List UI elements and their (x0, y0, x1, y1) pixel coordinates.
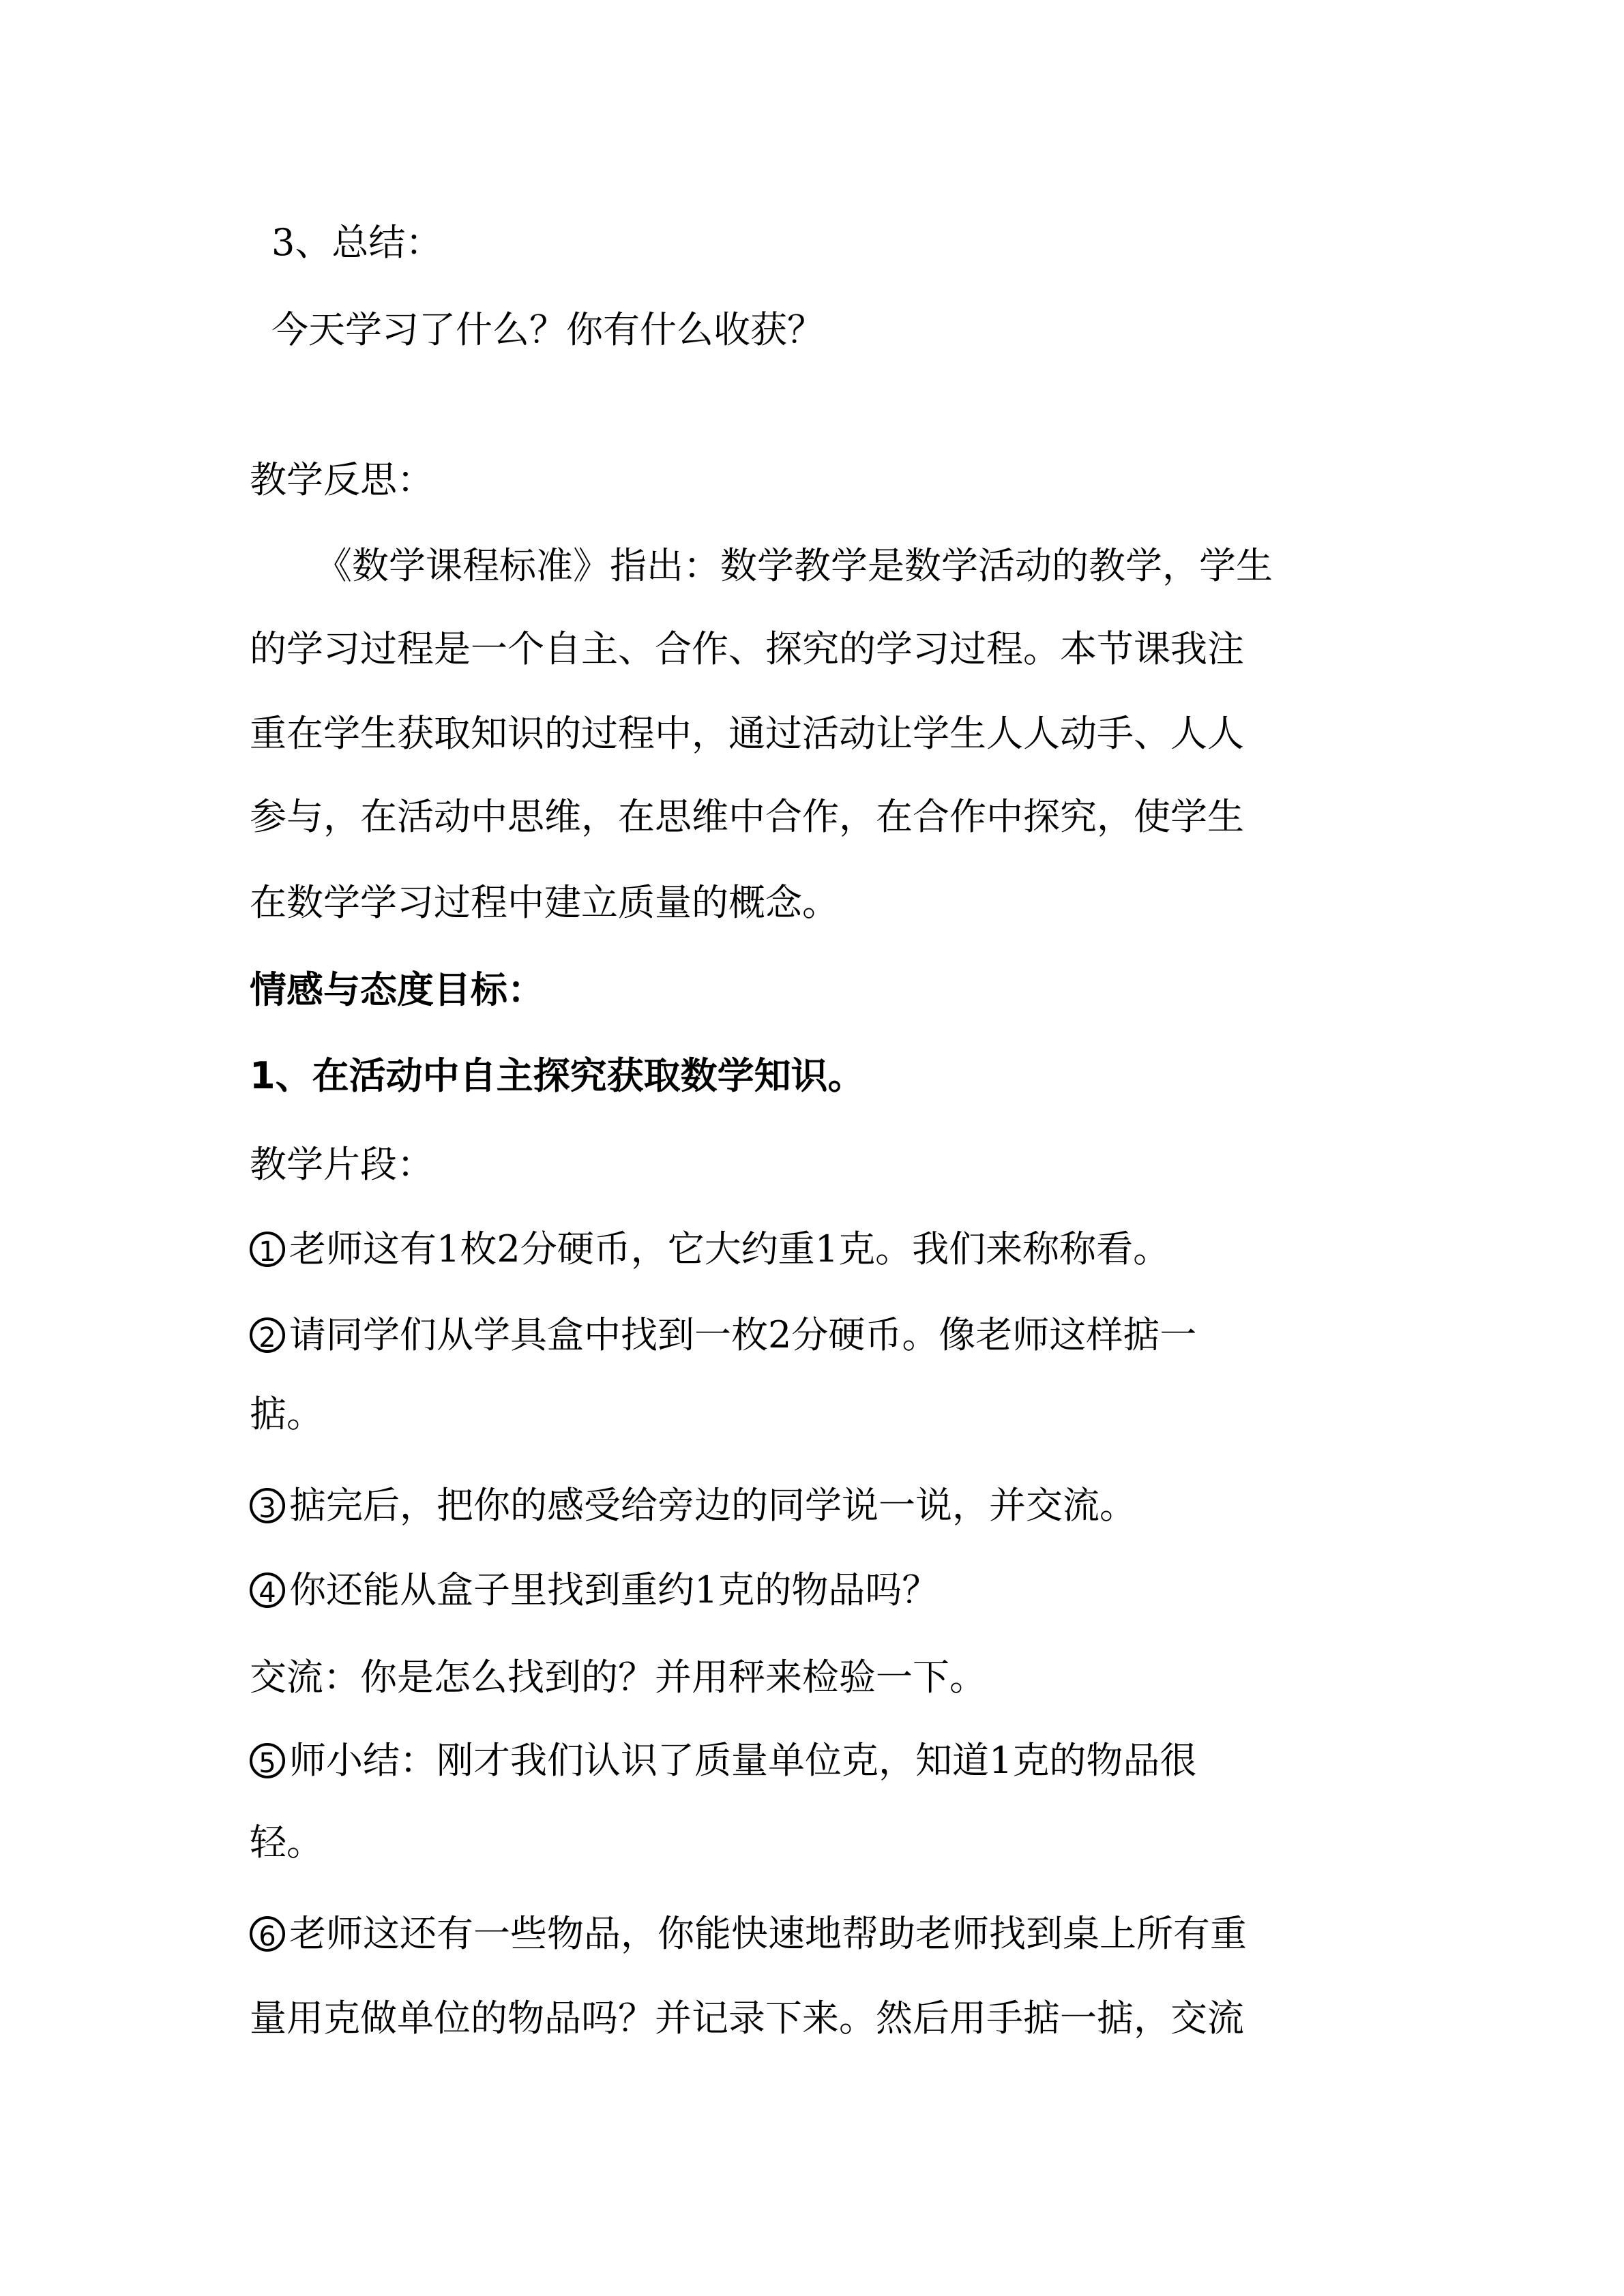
reflection-line-4: 参与，在活动中思维，在思维中合作，在合作中探究，使学生 (250, 795, 1244, 838)
reflection-line-3: 重在学生获取知识的过程中，通过活动让学生人人动手、人人 (250, 712, 1244, 755)
step-2 (250, 1308, 1196, 1362)
step-5-continuation: 轻。 (250, 1821, 323, 1864)
summary-question: 今天学习了什么？你有什么收获？ (271, 308, 824, 351)
reflection-heading: 教学反思： (250, 458, 434, 501)
step-3 (250, 1478, 1136, 1533)
reflection-line-5: 在数学学习过程中建立质量的概念。 (250, 881, 839, 924)
step-5 (250, 1733, 1196, 1788)
circled-number: 1 (250, 1232, 285, 1267)
step-text: 你还能从盒子里找到重约1克的物品吗？ (289, 1568, 939, 1611)
fragment-heading: 教学片段： (250, 1143, 434, 1186)
step-4 (250, 1563, 939, 1617)
circled-number: 5 (250, 1743, 285, 1778)
goals-heading: 情感与态度目标： (250, 968, 544, 1011)
step-2-continuation: 掂。 (250, 1392, 323, 1435)
step-text: 请同学们从学具盒中找到一枚2分硬币。像老师这样掂一 (289, 1313, 1197, 1356)
summary-heading: 3、总结： (271, 221, 443, 264)
step-6-continuation: 量用克做单位的物品吗？并记录下来。然后用手掂一掂，交流 (250, 1997, 1244, 2040)
step-6 (250, 1907, 1247, 1961)
circled-number: 6 (250, 1916, 285, 1952)
goals-item-1: 1、在活动中自主探究获取数学知识。 (250, 1054, 865, 1097)
exchange-line: 交流：你是怎么找到的？并用秤来检验一下。 (250, 1656, 986, 1699)
circled-number: 2 (250, 1317, 285, 1353)
step-text: 师小结：刚才我们认识了质量单位克，知道1克的物品很 (289, 1739, 1197, 1782)
circled-number: 4 (250, 1572, 285, 1608)
step-text: 老师这有1枚2分硬币，它大约重1克。我们来称称看。 (289, 1227, 1170, 1270)
step-text: 老师这还有一些物品，你能快速地帮助老师找到桌上所有重 (289, 1912, 1247, 1955)
reflection-line-1: 《数学课程标准》指出：数学教学是数学活动的教学，学生 (315, 544, 1273, 587)
step-1 (250, 1222, 1170, 1277)
step-text: 掂完后，把你的感受给旁边的同学说一说，并交流。 (289, 1484, 1136, 1527)
reflection-line-2: 的学习过程是一个自主、合作、探究的学习过程。本节课我注 (250, 627, 1244, 670)
circled-number: 3 (250, 1488, 285, 1523)
